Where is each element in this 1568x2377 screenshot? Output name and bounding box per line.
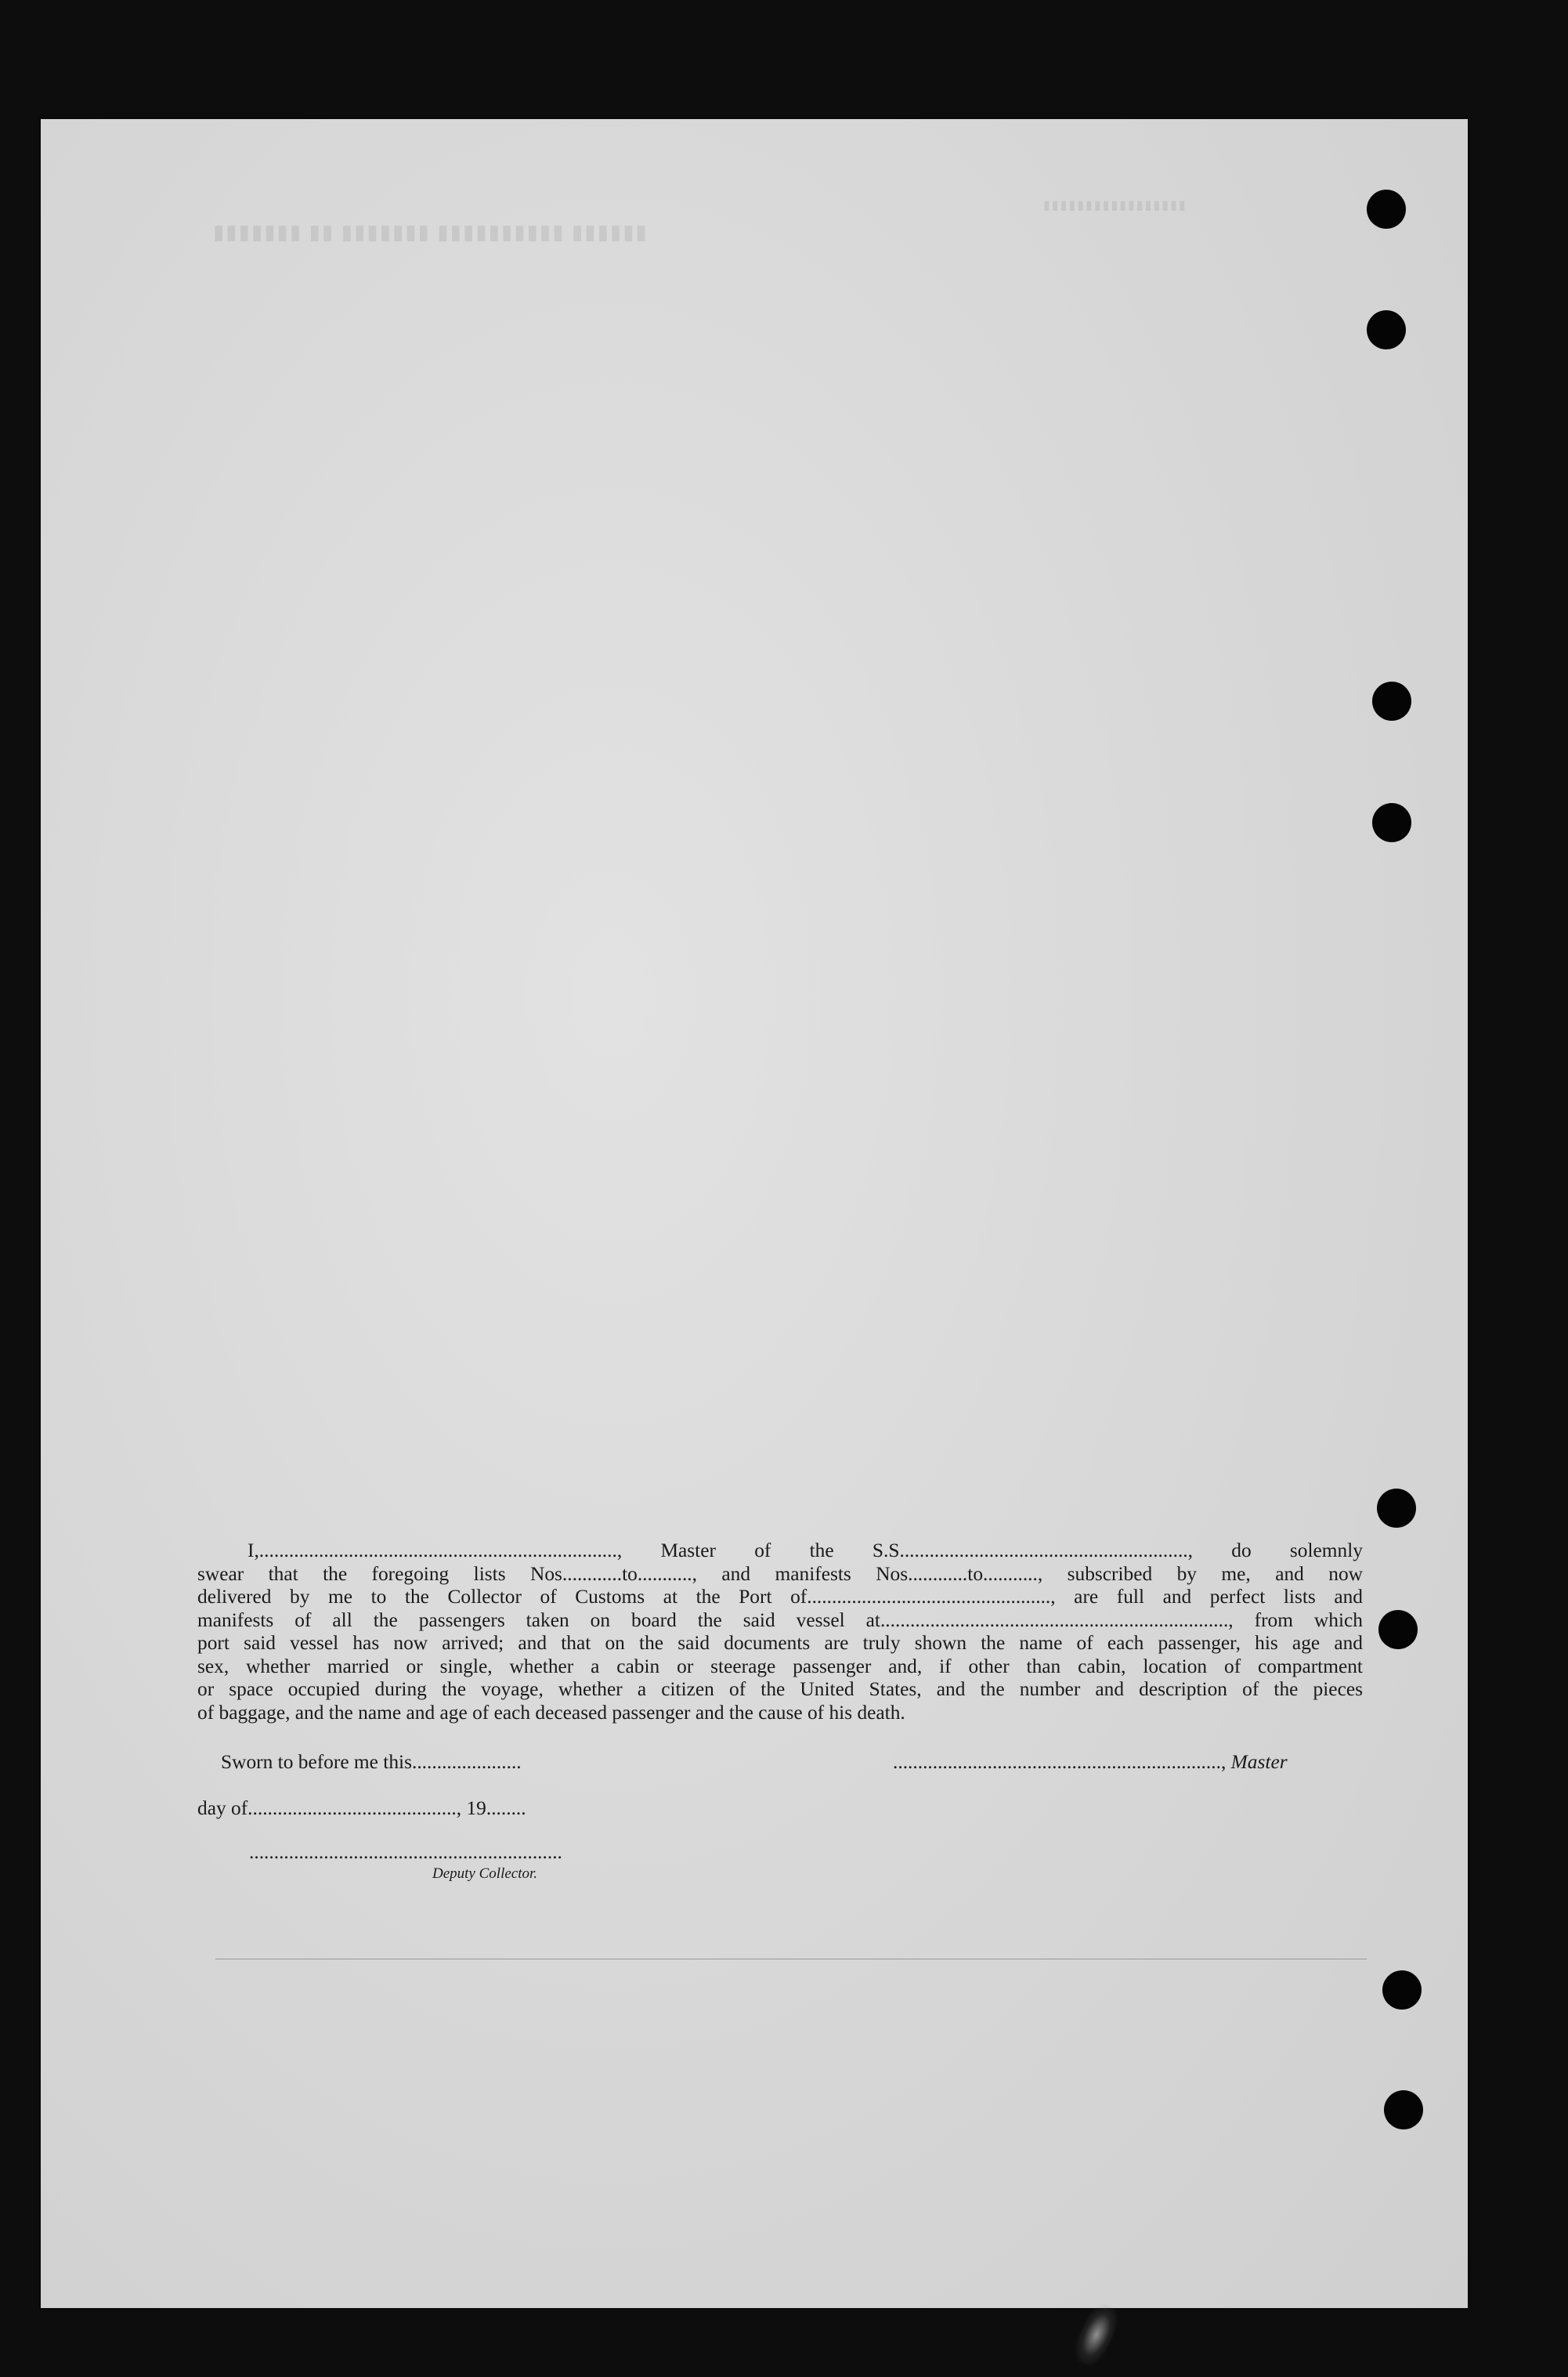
bleed-through-header: ▮▮▮▮▮▮▮ ▮▮ ▮▮▮▮▮▮▮ ▮▮▮▮▮▮▮▮▮▮ ▮▮▮▮▮▮ bbox=[213, 221, 649, 244]
punch-hole bbox=[1367, 310, 1406, 349]
deputy-dots: ............................................................... bbox=[249, 1841, 562, 1863]
manifest-sheet bbox=[41, 119, 1468, 2308]
oath-line: delivered by me to the Collector of Customs at the Port of................................................., are full and perfect lists and bbox=[197, 1586, 1363, 1608]
oath-line: swear that the foregoing lists Nos............to..........., and manifests Nos............to..........., subscribed by me, and now bbox=[197, 1562, 1363, 1585]
master-dots: .................................................................., bbox=[893, 1751, 1227, 1773]
oath-line: port said vessel has now arrived; and that on the said documents are truly shown the name of each passenger, his age and bbox=[197, 1632, 1363, 1654]
oath-line: manifests of all the passengers taken on board the said vessel at......................................................................, from which bbox=[197, 1608, 1363, 1631]
oath-line: sex, whether married or single, whether a cabin or steerage passenger and, if other than cabin, location of compartment bbox=[197, 1655, 1363, 1677]
punch-hole bbox=[1384, 2090, 1423, 2129]
master-label: Master bbox=[1230, 1751, 1288, 1773]
oath-line: of baggage, and the name and age of each deceased passenger and the cause of his death. bbox=[197, 1701, 905, 1724]
day-of-line: day of.........................................., 19........ bbox=[197, 1797, 526, 1819]
oath-line: or space occupied during the voyage, whether a citizen of the United States, and the number and description of the pieces bbox=[197, 1678, 1363, 1700]
punch-hole bbox=[1372, 682, 1411, 721]
punch-hole bbox=[1367, 190, 1406, 229]
punch-hole bbox=[1377, 1489, 1416, 1528]
punch-hole bbox=[1382, 1970, 1422, 2010]
master-signature-line bbox=[893, 1751, 1288, 1774]
oath-line: I,........................................................................, Master of the S.S.........................................................., do solemnly bbox=[247, 1539, 1363, 1561]
deputy-collector-label: Deputy Collector. bbox=[432, 1865, 538, 1882]
punch-hole bbox=[1372, 803, 1411, 842]
sworn-before-line: Sworn to before me this...................... bbox=[221, 1751, 522, 1773]
scan-glare bbox=[1069, 2299, 1124, 2369]
bleed-through-header-right: ▮▮▮▮▮▮▮▮▮▮▮▮▮▮▮▮▮ bbox=[1043, 199, 1187, 212]
punch-hole bbox=[1378, 1610, 1418, 1649]
master-oath-paragraph bbox=[197, 1539, 1363, 1724]
